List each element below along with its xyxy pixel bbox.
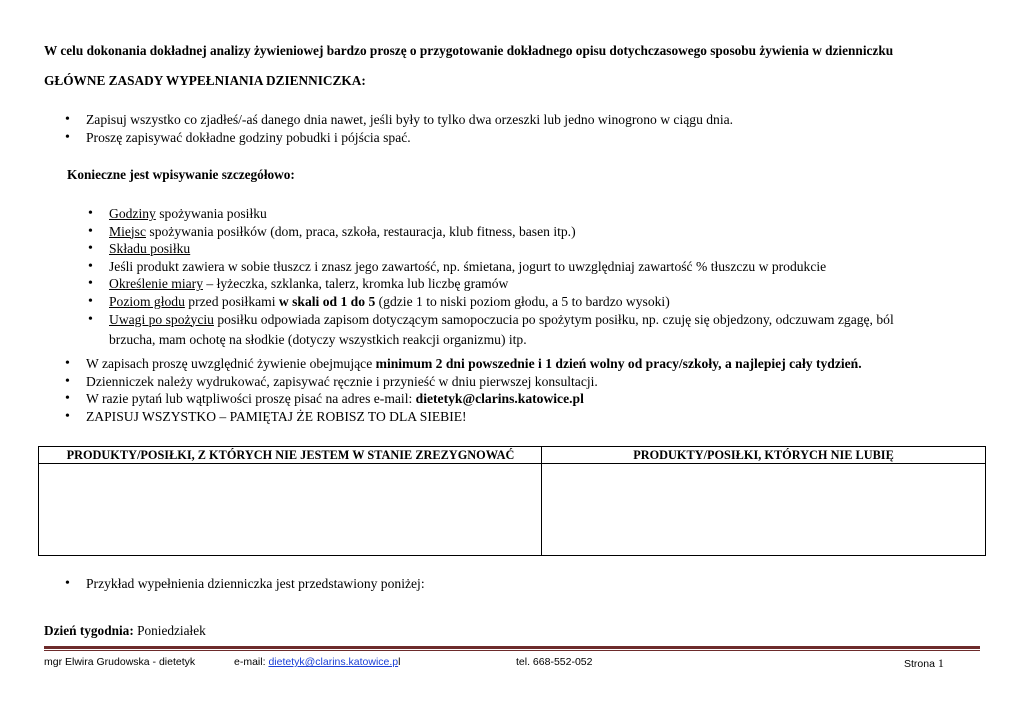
- footer-author: mgr Elwira Grudowska - dietetyk: [44, 656, 196, 668]
- list-item: [87, 240, 894, 258]
- notes-list: [64, 355, 862, 425]
- footer-rule: [44, 646, 980, 649]
- rules-list: [64, 111, 733, 147]
- scale-text: w skali od 1 do 5: [278, 293, 376, 309]
- list-item: [64, 408, 862, 426]
- email-link[interactable]: dietetyk@clarins.katowice.p: [268, 656, 399, 668]
- table-cell-dislikes[interactable]: [542, 464, 985, 555]
- item-text: Jeśli produkt zawiera w sobie tłuszcz i znasz jego zawartość, np. śmietana, jogurt to uwzględniaj zawartość % tłuszczu w produkcie: [109, 258, 827, 274]
- contact-email: dietetyk@clarins.katowice.pl: [415, 391, 584, 407]
- list-item: [87, 205, 894, 223]
- term: Uwagi po spożyciu: [109, 311, 214, 327]
- table-header-cannot-give-up: PRODUKTY/POSIŁKI, Z KTÓRYCH NIE JESTEM W STANIE ZREZYGNOWAĆ: [39, 447, 542, 464]
- list-item-continuation: brzucha, mam ochotę na słodkie (dotyczy wszystkich reakcji organizmu) itp.: [109, 332, 527, 347]
- item-text: W razie pytań lub wątpliwości proszę pisać na adres e-mail:: [86, 391, 416, 407]
- item-text: (gdzie 1 to niski poziom głodu, a 5 to bardzo wysoki): [375, 293, 670, 309]
- preferences-table: [38, 446, 986, 556]
- list-item: • Zapisuj wszystko co zjadłeś/-aś danego dnia nawet, jeśli były to tylko dwa orzeszki lub jedno winogrono w ciągu dnia.: [64, 111, 733, 129]
- day-value: Poniedziałek: [133, 623, 206, 638]
- day-label: Dzień tygodnia:: [44, 623, 134, 638]
- list-item: • Przykład wypełnienia dzienniczka jest przedstawiony poniżej:: [64, 575, 425, 593]
- list-item: [87, 293, 894, 311]
- example-note-list: [64, 575, 425, 593]
- footer-page: [904, 656, 944, 671]
- item-text: spożywania posiłku: [155, 206, 267, 221]
- item-text: – łyżeczka, szklanka, talerz, kromka lub liczbę gramów: [203, 276, 509, 292]
- document-title: W celu dokonania dokładnej analizy żywieniowej bardzo proszę o przygotowanie dokładnego opisu dotychczasowego sposobu żywienia w dzienniczku: [44, 43, 894, 58]
- table-header-dislikes: PRODUKTY/POSIŁKI, KTÓRYCH NIE LUBIĘ: [542, 447, 985, 464]
- footer-phone: tel. 668-552-052: [516, 656, 593, 668]
- term: Poziom głodu: [109, 293, 185, 309]
- item-text: przed posiłkami: [184, 293, 279, 309]
- term: Godziny: [109, 206, 156, 221]
- item-text: ZAPISUJ WSZYSTKO – PAMIĘTAJ ŻE ROBISZ TO DLA SIEBIE!: [86, 408, 467, 424]
- day-of-week: [44, 623, 206, 639]
- item-text: spożywania posiłków (dom, praca, szkoła, restauracja, klub fitness, basen itp.): [146, 223, 576, 239]
- list-item: [64, 355, 862, 373]
- footer-rule-thin: [44, 650, 980, 651]
- footer-email-label: e-mail:: [234, 656, 269, 668]
- list-item: [87, 311, 894, 329]
- table-cell-cannot-give-up[interactable]: [39, 464, 541, 555]
- list-item: [87, 275, 894, 293]
- footer-email-tail: l: [398, 656, 401, 668]
- item-text: posiłku odpowiada zapisom dotyczącym samopoczucia po spożytym posiłku, np. czuję się objedzony, odczuwam zgagę, ból: [213, 311, 894, 327]
- page-label: Strona: [904, 658, 938, 670]
- details-list: [87, 205, 894, 328]
- list-item: • Proszę zapisywać dokładne godziny pobudki i pójścia spać.: [64, 129, 733, 147]
- page-number: 1: [937, 656, 944, 670]
- details-heading: Konieczne jest wpisywanie szczegółowo:: [67, 167, 295, 182]
- item-text: W zapisach proszę uwzględnić żywienie obejmujące: [86, 356, 376, 371]
- term: Składu posiłku: [109, 241, 191, 257]
- list-item: [64, 373, 862, 391]
- item-text: Dzienniczek należy wydrukować, zapisywać ręcznie i przynieść w dniu pierwszej konsultacji.: [86, 373, 598, 389]
- rules-heading: GŁÓWNE ZASADY WYPEŁNIANIA DZIENNICZKA:: [44, 73, 366, 88]
- footer-email: [234, 656, 401, 668]
- list-item: [87, 223, 894, 241]
- list-item: [64, 390, 862, 408]
- list-item: [87, 258, 894, 276]
- emphasis-text: minimum 2 dni powszednie i 1 dzień wolny od pracy/szkoły, a najlepiej cały tydzień.: [375, 356, 862, 371]
- term: Określenie miary: [109, 276, 203, 292]
- term: Miejsc: [109, 223, 146, 239]
